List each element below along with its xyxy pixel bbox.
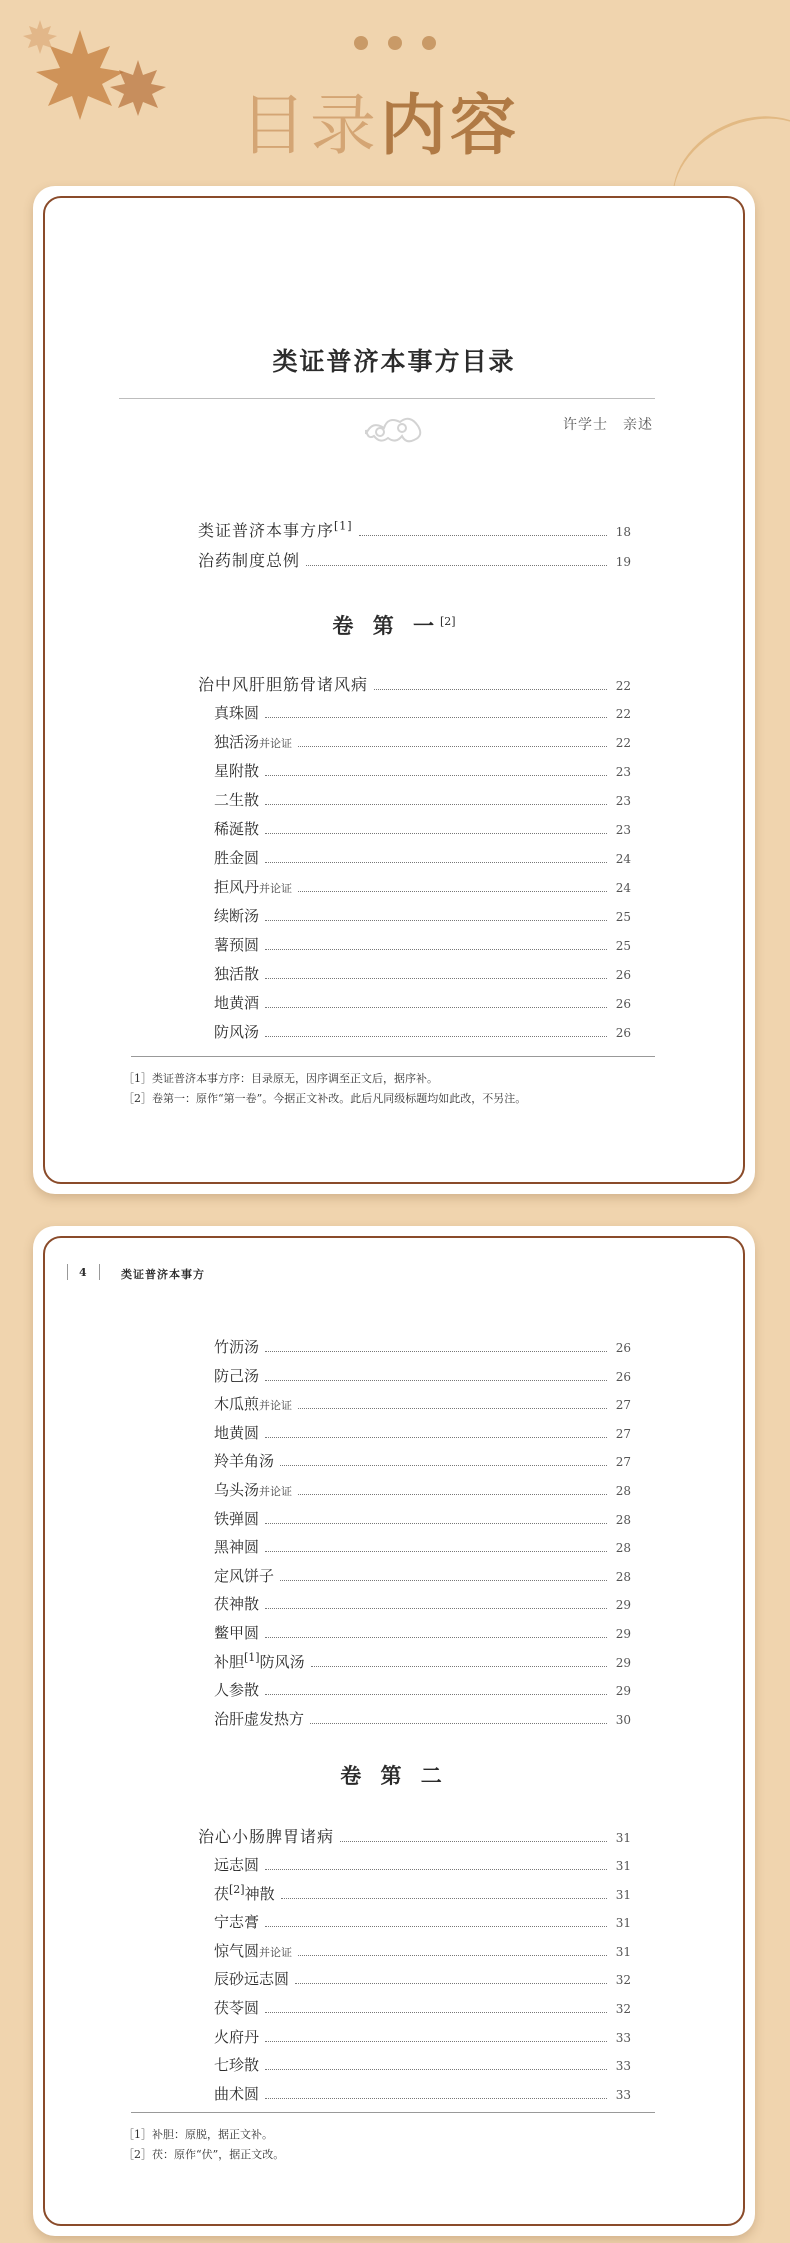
- leader-dots: [340, 1841, 607, 1842]
- leader-dots: [280, 1465, 607, 1466]
- toc-entry-text: 乌头汤: [214, 1481, 260, 1499]
- toc-entry-label: [214, 1508, 259, 1529]
- leader-dots: [265, 1036, 607, 1037]
- toc-entry[interactable]: [214, 789, 631, 810]
- toc-entry-label: 治药制度总例: [198, 551, 301, 570]
- toc-entry-label: [214, 1450, 274, 1471]
- toc-entry[interactable]: [214, 1708, 631, 1729]
- toc-entry[interactable]: [214, 1508, 631, 1529]
- toc-page-1: [33, 186, 755, 1194]
- toc-entry[interactable]: [214, 1679, 631, 1700]
- toc-page-number: 29: [615, 1598, 631, 1613]
- running-head: 类证普济本事方: [121, 1268, 205, 1281]
- toc-page-number: 28: [615, 1484, 631, 1498]
- leader-dots: [265, 2069, 607, 2070]
- toc-page-2: [33, 1226, 755, 2236]
- toc-entry-text: 续断汤: [214, 907, 260, 925]
- toc-page-number: 29: [615, 1684, 631, 1699]
- toc-entry[interactable]: [214, 1968, 631, 1989]
- toc-entry[interactable]: [214, 2083, 631, 2104]
- toc-entry-label: [214, 2026, 259, 2047]
- toc-entry-label: [214, 1708, 304, 1729]
- leader-dots: [265, 2012, 607, 2013]
- toc-page-number: 22: [615, 736, 631, 750]
- footnote-ref[interactable]: [1]: [334, 519, 353, 533]
- toc-entry[interactable]: [214, 760, 631, 781]
- toc-entry-text: 辰砂远志圆: [214, 1970, 290, 1989]
- toc-entry-note: 并论证: [259, 1485, 293, 1498]
- toc-page-number: 24: [615, 881, 631, 895]
- toc-entry-text: 茯神散: [214, 1595, 260, 1614]
- footnote: ［1］类证普济本事方序：目录原无，因序调至正文后，据序补。: [123, 1072, 438, 1085]
- toc-entry-text: 铁弹圆: [214, 1509, 260, 1528]
- header-bar: [99, 1264, 100, 1280]
- toc-entry[interactable]: [214, 963, 631, 984]
- toc-entry[interactable]: [214, 1883, 631, 1904]
- toc-section-label: 治心小肠脾胃诸病: [198, 1827, 335, 1846]
- leader-dots: [311, 1666, 607, 1667]
- leader-dots: [310, 1723, 607, 1724]
- toc-entry-label: [214, 1968, 289, 1989]
- toc-entry-label: [214, 1565, 274, 1586]
- toc-entry-text: 火府丹: [214, 2027, 260, 2046]
- leader-dots: [298, 1494, 607, 1495]
- maple-leaf-icon: [20, 20, 170, 140]
- leader-dots: [265, 1351, 607, 1352]
- toc-entry-text: 拒风丹: [214, 878, 260, 896]
- leader-dots: [265, 1637, 607, 1638]
- dot: [388, 36, 402, 50]
- toc-entry-label: [214, 818, 259, 839]
- toc-entry-label: [214, 702, 259, 723]
- toc-entry[interactable]: [214, 1021, 631, 1042]
- toc-entry-label: [214, 992, 259, 1013]
- leader-dots: [265, 2098, 607, 2099]
- page-number: 4: [79, 1266, 87, 1279]
- toc-section-label: 治中风肝胆筋骨诸风病: [198, 675, 369, 694]
- title-rule: [119, 398, 655, 399]
- toc-page-number: 27: [615, 1455, 631, 1470]
- toc-entry[interactable]: [214, 2054, 631, 2075]
- toc-entry-label: [214, 1536, 259, 1557]
- toc-entry-text: 防己汤: [214, 1366, 260, 1385]
- leader-dots: [280, 1580, 607, 1581]
- leader-dots: [265, 1869, 607, 1870]
- leader-dots: [265, 1437, 607, 1438]
- toc-entry-text: 稀涎散: [214, 820, 260, 838]
- toc-entry[interactable]: [214, 992, 631, 1013]
- toc-page-number: 24: [615, 852, 631, 866]
- toc-entry-label: [214, 1679, 259, 1700]
- toc-page-number: 25: [615, 910, 631, 924]
- leader-dots: [265, 1551, 607, 1552]
- toc-entry-text: 鳖甲圆: [214, 1624, 260, 1642]
- leader-dots: [265, 775, 607, 776]
- toc-page-number: 27: [615, 1426, 631, 1441]
- leader-dots: [265, 1694, 607, 1695]
- toc-entry[interactable]: [214, 1536, 631, 1557]
- toc-entry-label: [214, 1479, 292, 1500]
- toc-entry-label: [214, 1021, 259, 1042]
- toc-page-number: 23: [615, 765, 631, 779]
- toc-page-number: 31: [615, 1944, 631, 1959]
- toc-entry-label: [214, 847, 259, 868]
- toc-page-number: 23: [615, 794, 631, 808]
- toc-section[interactable]: [198, 1824, 631, 1847]
- toc-entry[interactable]: [214, 1593, 631, 1614]
- toc-entry[interactable]: [214, 818, 631, 839]
- decorative-dots: [354, 36, 436, 50]
- footnote-ref[interactable]: [1]: [244, 1650, 260, 1664]
- toc-entry[interactable]: [214, 876, 631, 897]
- toc-entry-text: 类证普济本事方序: [198, 521, 335, 540]
- leader-dots: [374, 689, 607, 690]
- toc-entry[interactable]: [214, 1651, 631, 1672]
- leader-dots: [265, 1926, 607, 1927]
- toc-page-number: 29: [615, 1627, 631, 1641]
- toc-page-number: 31: [615, 1859, 631, 1873]
- toc-entry-text: 真珠圆: [214, 704, 260, 722]
- leader-dots: [265, 1608, 607, 1609]
- volume-heading: 卷 第 二: [340, 1763, 448, 1788]
- toc-page-number: 29: [615, 1655, 631, 1670]
- toc-entry-label: [214, 1422, 259, 1443]
- toc-entry-label: [214, 905, 259, 926]
- toc-page-number: 18: [615, 525, 631, 539]
- toc-entry-text: 茯: [214, 1884, 230, 1903]
- toc-entry-text: 二生散: [214, 791, 260, 809]
- toc-page-number: 30: [615, 1712, 631, 1727]
- toc-entry-text: 远志圆: [214, 1856, 260, 1874]
- toc-page-number: 26: [615, 1369, 631, 1384]
- footnote-ref[interactable]: [2]: [440, 615, 456, 628]
- toc-entry[interactable]: [214, 1479, 631, 1500]
- toc-page-number: 33: [615, 2030, 631, 2045]
- leader-dots: [298, 1408, 607, 1409]
- toc-entry-label: [214, 2083, 259, 2104]
- toc-entry-label: [214, 1854, 259, 1875]
- toc-entry-text: 独活散: [214, 965, 260, 983]
- toc-entry[interactable]: [214, 1622, 631, 1643]
- toc-entry-label: [214, 1911, 259, 1932]
- author-credit: 许学士 亲述: [563, 417, 653, 433]
- toc-entry-text: 地黄圆: [214, 1423, 260, 1442]
- leader-dots: [265, 1523, 607, 1524]
- toc-entry-label: [214, 1997, 259, 2018]
- toc-entry[interactable]: [214, 1997, 631, 2018]
- toc-page-number: 31: [615, 1916, 631, 1931]
- leader-dots: [265, 1007, 607, 1008]
- toc-entry-text: 羚羊角汤: [214, 1452, 275, 1471]
- toc-entry-text: 地黄酒: [214, 994, 260, 1012]
- toc-page-number: 31: [615, 1887, 631, 1902]
- toc-entry-note: 并论证: [259, 1399, 293, 1413]
- toc-page-number: 26: [615, 1026, 631, 1040]
- doc-title: 类证普济本事方目录: [272, 347, 516, 376]
- toc-entry-note: 并论证: [259, 737, 293, 750]
- toc-entry-label: [214, 2054, 259, 2075]
- toc-entry-text: 人参散: [214, 1681, 260, 1700]
- toc-entry-label: [214, 963, 259, 984]
- toc-entry-text: 薯预圆: [214, 936, 260, 954]
- toc-entry-text: 曲术圆: [214, 2084, 260, 2103]
- toc-entry-label: [214, 1393, 292, 1414]
- footnote-rule: [131, 2112, 655, 2113]
- footnote-rule: [131, 1056, 655, 1057]
- toc-entry[interactable]: [214, 847, 631, 868]
- leader-dots: [298, 746, 607, 747]
- toc-entry[interactable]: [214, 1940, 631, 1961]
- volume-title: 卷 第 一: [332, 613, 441, 638]
- toc-entry[interactable]: [214, 2026, 631, 2047]
- dot: [354, 36, 368, 50]
- footnote: ［1］补胆：原脱，据正文补。: [123, 2128, 273, 2141]
- toc-entry-text: 宁志膏: [214, 1913, 260, 1932]
- toc-entry-text: 胜金圆: [214, 849, 260, 867]
- toc-entry-text: 黑神圆: [214, 1538, 260, 1557]
- toc-entry-text: 防风汤: [259, 1652, 305, 1671]
- footnote: ［2］卷第一：原作“第一卷”。今据正文补改。此后凡同级标题均如此改，不另注。: [123, 1092, 527, 1105]
- toc-page-number: 19: [615, 555, 631, 569]
- toc-entry-text: 茯苓圆: [214, 1999, 260, 2017]
- toc-page-number: 28: [615, 1541, 631, 1556]
- dot: [422, 36, 436, 50]
- leader-dots: [298, 891, 607, 892]
- toc-entry[interactable]: [214, 905, 631, 926]
- leader-dots: [265, 833, 607, 834]
- toc-entry-note: 并论证: [259, 1945, 293, 1959]
- toc-page-number: 33: [615, 2087, 631, 2102]
- toc-page-number: 32: [615, 2002, 631, 2016]
- toc-entry-label: [214, 731, 292, 752]
- toc-entry[interactable]: [214, 702, 631, 723]
- toc-entry-label: [214, 789, 259, 810]
- toc-entry-label: [214, 1651, 305, 1672]
- toc-entry-label: [214, 934, 259, 955]
- banner-title: [240, 72, 520, 167]
- leader-dots: [265, 804, 607, 805]
- volume-heading: [33, 610, 755, 640]
- toc-page-number: 26: [615, 1341, 631, 1355]
- toc-entry[interactable]: [214, 1565, 631, 1586]
- leader-dots: [265, 717, 607, 718]
- toc-entry-label: [198, 518, 353, 541]
- leader-dots: [306, 565, 607, 566]
- toc-entry-label: [214, 1336, 259, 1357]
- footnote-ref[interactable]: [2]: [229, 1882, 245, 1896]
- toc-entry[interactable]: [214, 934, 631, 955]
- banner-title-light: 目录: [240, 87, 380, 164]
- toc-page-number: 22: [615, 679, 631, 693]
- toc-entry[interactable]: [198, 518, 631, 541]
- toc-entry-note: 并论证: [259, 882, 293, 895]
- toc-page-number: 23: [615, 823, 631, 837]
- toc-page-number: 33: [615, 2059, 631, 2074]
- leader-dots: [265, 949, 607, 950]
- toc-entry[interactable]: [214, 1422, 631, 1443]
- leader-dots: [281, 1898, 607, 1899]
- toc-page-number: 28: [615, 1512, 631, 1527]
- toc-entry-label: [214, 1940, 292, 1961]
- leader-dots: [265, 862, 607, 863]
- banner-title-bold: 内容: [380, 87, 520, 164]
- toc-page-number: 32: [615, 1973, 631, 1988]
- leader-dots: [265, 2041, 607, 2042]
- toc-entry-text: 防风汤: [214, 1023, 260, 1041]
- toc-entry-text: 独活汤: [214, 733, 260, 751]
- toc-entry-text: 星附散: [214, 762, 260, 780]
- leader-dots: [265, 978, 607, 979]
- leader-dots: [359, 535, 607, 536]
- toc-entry[interactable]: [214, 1336, 631, 1357]
- leader-dots: [298, 1955, 607, 1956]
- toc-entry-label: [214, 876, 292, 897]
- toc-entry-label: [214, 1883, 275, 1904]
- toc-section[interactable]: [198, 672, 631, 695]
- toc-page-number: 27: [615, 1398, 631, 1413]
- header-bar: [67, 1264, 68, 1280]
- leader-dots: [295, 1983, 607, 1984]
- toc-entry-label: [214, 1622, 259, 1643]
- toc-entry[interactable]: [214, 731, 631, 752]
- toc-entry[interactable]: [198, 548, 631, 571]
- toc-entry[interactable]: [214, 1393, 631, 1414]
- footnote: ［2］茯：原作“伏”，据正文改。: [123, 2148, 285, 2161]
- leader-dots: [265, 920, 607, 921]
- toc-entry-text: 补胆: [214, 1652, 245, 1671]
- leader-dots: [265, 1380, 607, 1381]
- toc-entry-text: 木瓜煎: [214, 1395, 260, 1414]
- toc-entry-text: 惊气圆: [214, 1941, 260, 1960]
- toc-entry[interactable]: [214, 1911, 631, 1932]
- cloud-ornament-icon: [358, 410, 428, 448]
- toc-entry[interactable]: [214, 1450, 631, 1471]
- toc-entry[interactable]: [214, 1854, 631, 1875]
- toc-page-number: 26: [615, 997, 631, 1011]
- toc-entry-text: 竹沥汤: [214, 1338, 260, 1356]
- toc-entry-text: 七珍散: [214, 2056, 260, 2075]
- toc-entry-text: 定风饼子: [214, 1566, 275, 1585]
- toc-entry-label: [214, 1365, 259, 1386]
- toc-page-number: 25: [615, 939, 631, 953]
- toc-entry-text: 治肝虚发热方: [214, 1709, 305, 1728]
- toc-entry-text: 神散: [244, 1884, 275, 1903]
- toc-page-number: 28: [615, 1569, 631, 1584]
- toc-entry-label: [214, 760, 259, 781]
- toc-entry[interactable]: [214, 1365, 631, 1386]
- toc-page-number: 26: [615, 968, 631, 982]
- toc-page-number: 22: [615, 707, 631, 721]
- toc-page-number: 31: [615, 1831, 631, 1845]
- toc-entry-label: [214, 1593, 259, 1614]
